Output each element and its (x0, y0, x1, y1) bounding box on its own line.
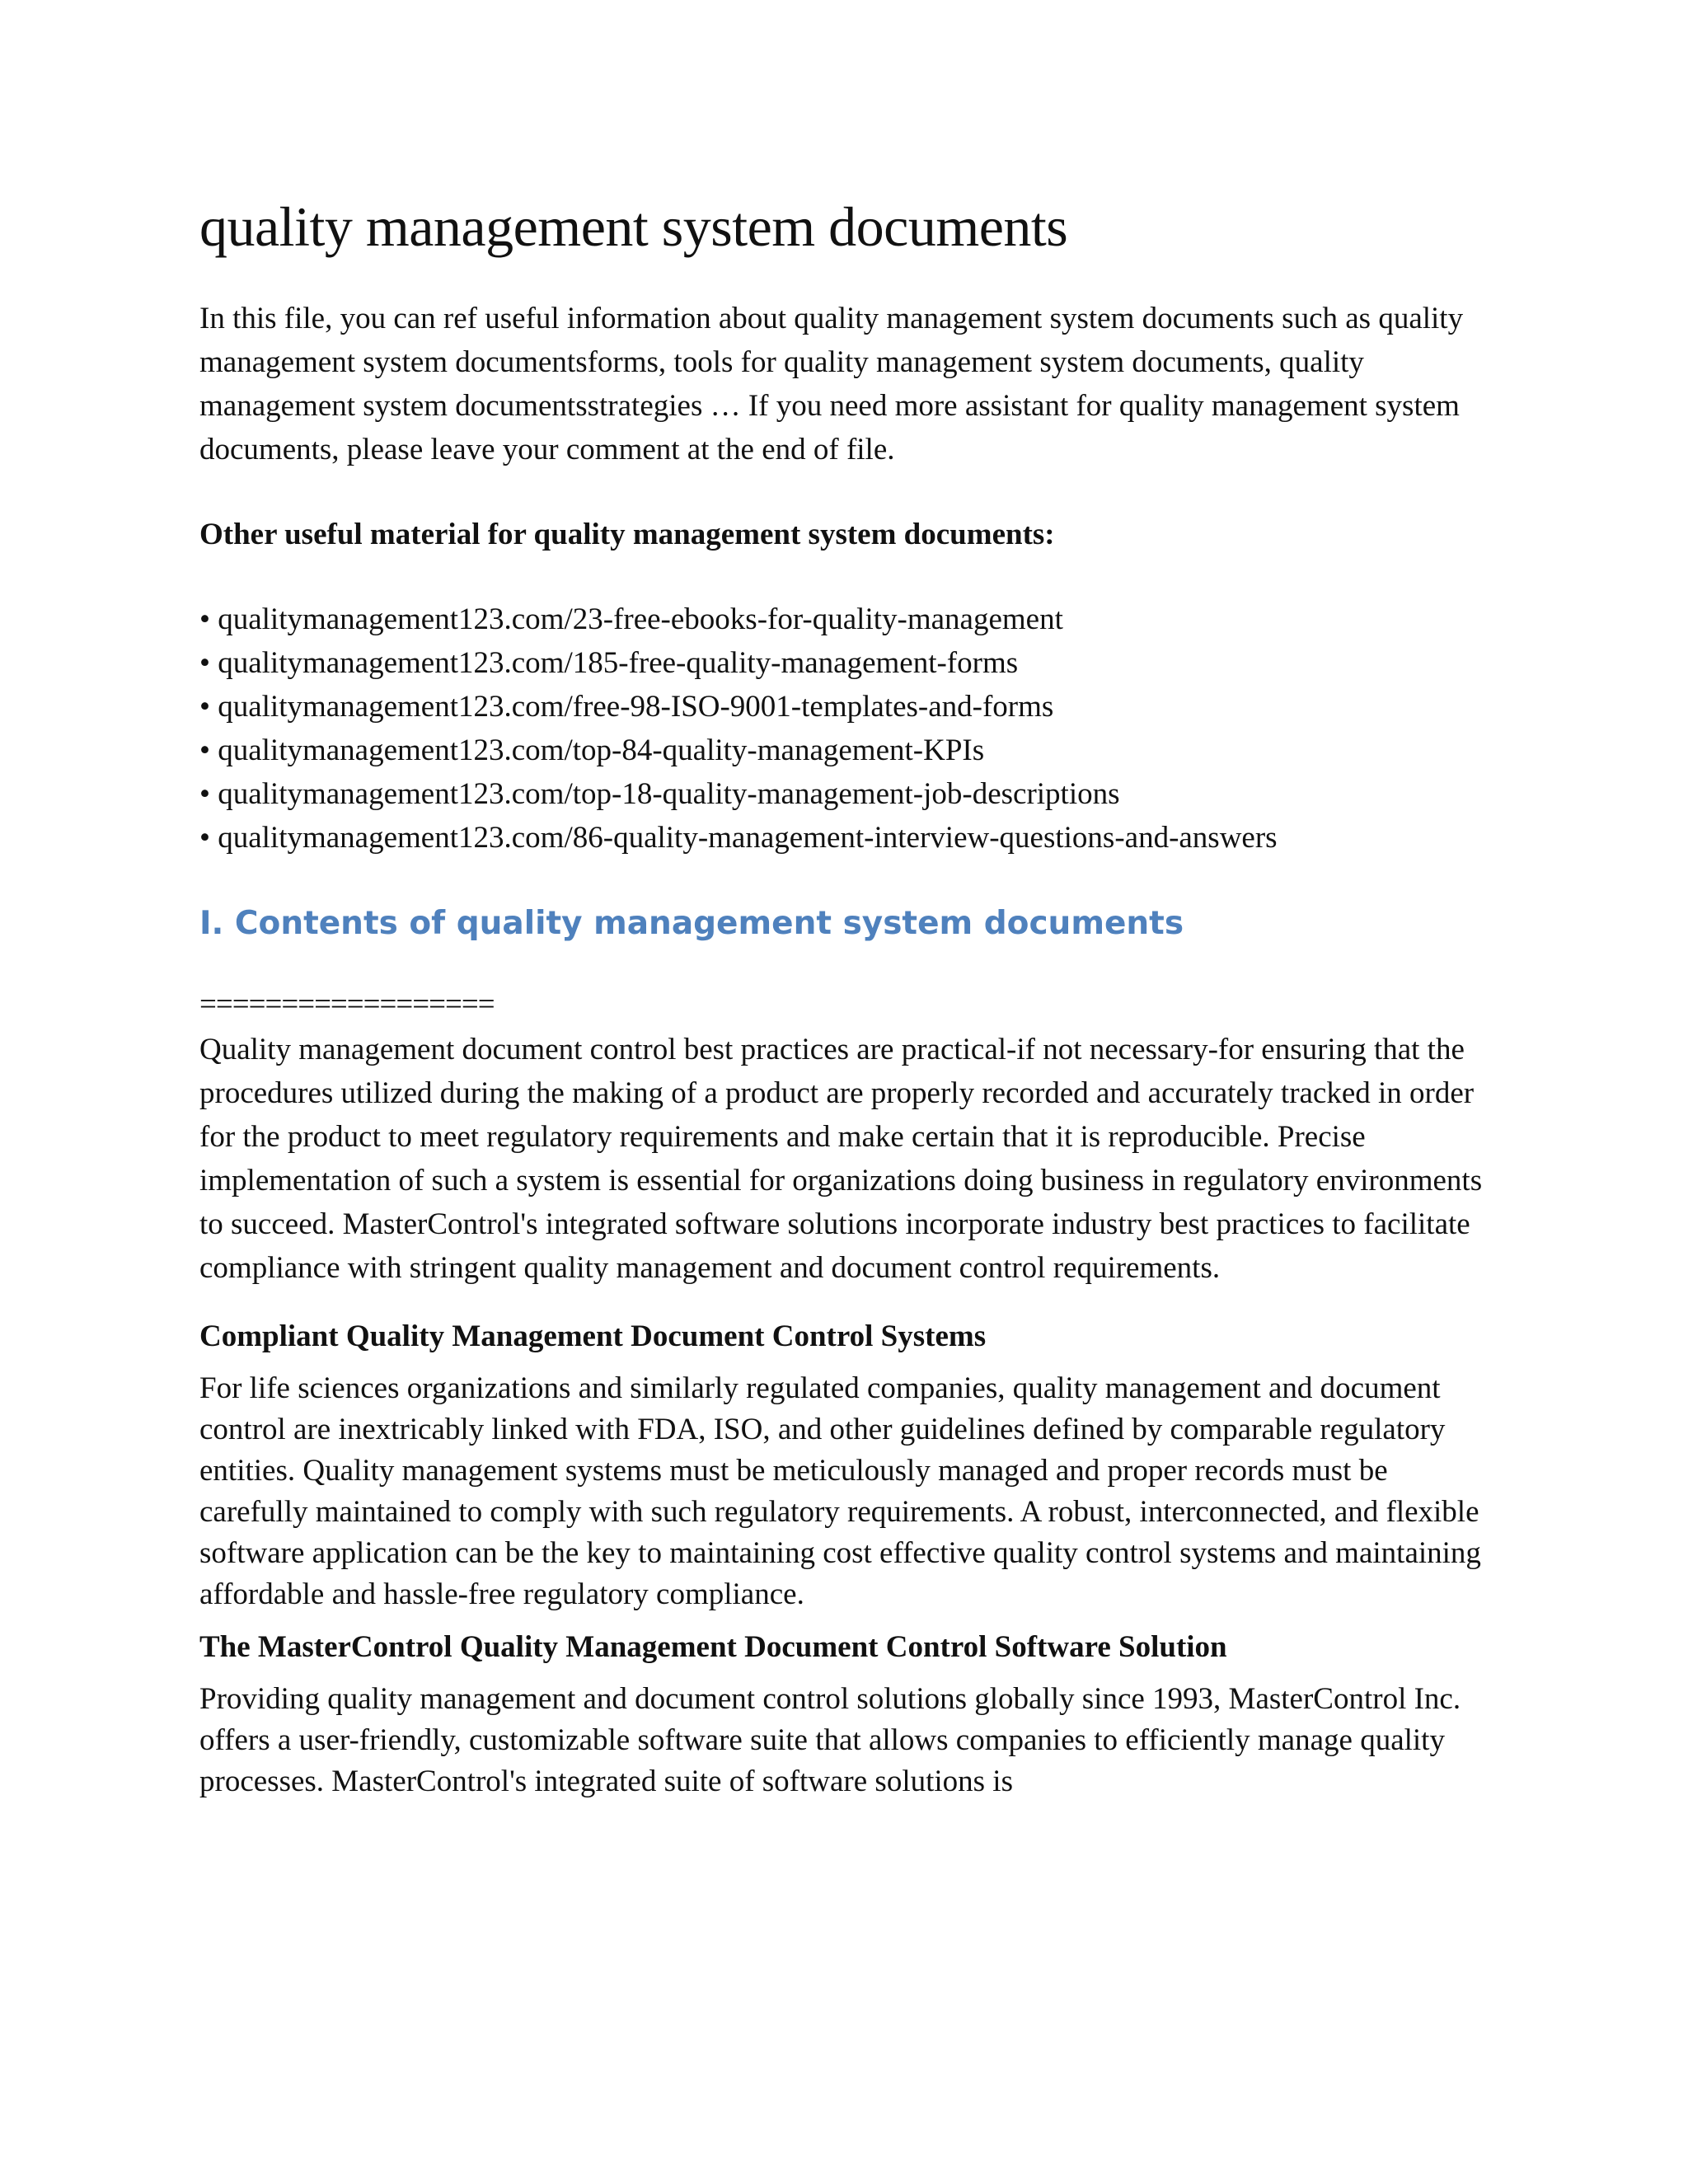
intro-paragraph: In this file, you can ref useful information about quality management system documents such as quality management system documentsforms, tools for quality management system documents, quality management system documentsstrategies … If you need more assistant for quality management system documents, please leave your comment at the end of file. (199, 302, 1464, 466)
link-item-iso-templates[interactable]: • qualitymanagement123.com/free-98-ISO-9001-templates-and-forms (199, 685, 1502, 729)
paragraph-best-practices: Quality management document control best practices are practical-if not necessary-for ensuring that the procedures utilized during the making of a product are properly recorded and accurately tracked in order for the product to meet regulatory requirements and make certain that it is reproducible. Precise implementation of such a system is essential for organizations doing business in regulatory environments to succeed. MasterControl's integrated software solutions incorporate industry best practices to facilitate compliance with stringent quality management and document control requirements. (199, 1033, 1483, 1285)
paragraph-compliance: For life sciences organizations and similarly regulated companies, quality management and document control are inextricably linked with FDA, ISO, and other guidelines defined by comparable regulatory entities. Quality management systems must be meticulously managed and proper records must be carefully maintained to comply with such regulatory requirements. A robust, interconnected, and flexible software application can be the key to maintaining cost effective quality control systems and maintaining affordable and hassle-free regulatory compliance. (199, 1371, 1481, 1611)
link-item-interview-questions[interactable]: • qualitymanagement123.com/86-quality-management-interview-questions-and-answers (199, 816, 1502, 860)
links-list (199, 598, 1502, 860)
section-heading-contents: I. Contents of quality management system documents (199, 905, 1184, 942)
link-item-ebooks[interactable]: • qualitymanagement123.com/23-free-ebooks-for-quality-management (199, 598, 1502, 641)
document-title: quality management system documents (199, 195, 1068, 258)
link-item-forms[interactable]: • qualitymanagement123.com/185-free-quality-management-forms (199, 641, 1502, 685)
subheading-compliant-systems: Compliant Quality Management Document Control Systems (199, 1319, 987, 1353)
link-item-job-descriptions[interactable]: • qualitymanagement123.com/top-18-quality-management-job-descriptions (199, 772, 1502, 816)
paragraph-mastercontrol: Providing quality management and document control solutions globally since 1993, MasterControl Inc. offers a user-friendly, customizable software suite that allows companies to efficiently manage quality processes. MasterControl's integrated suite of software solutions is (199, 1682, 1461, 1798)
document-page (199, 190, 1502, 1802)
separator-line: ================== (199, 987, 495, 1021)
link-item-kpis[interactable]: • qualitymanagement123.com/top-84-quality-management-KPIs (199, 729, 1502, 772)
links-heading: Other useful material for quality management system documents: (199, 518, 1055, 551)
subheading-mastercontrol-solution: The MasterControl Quality Management Document Control Software Solution (199, 1630, 1227, 1664)
